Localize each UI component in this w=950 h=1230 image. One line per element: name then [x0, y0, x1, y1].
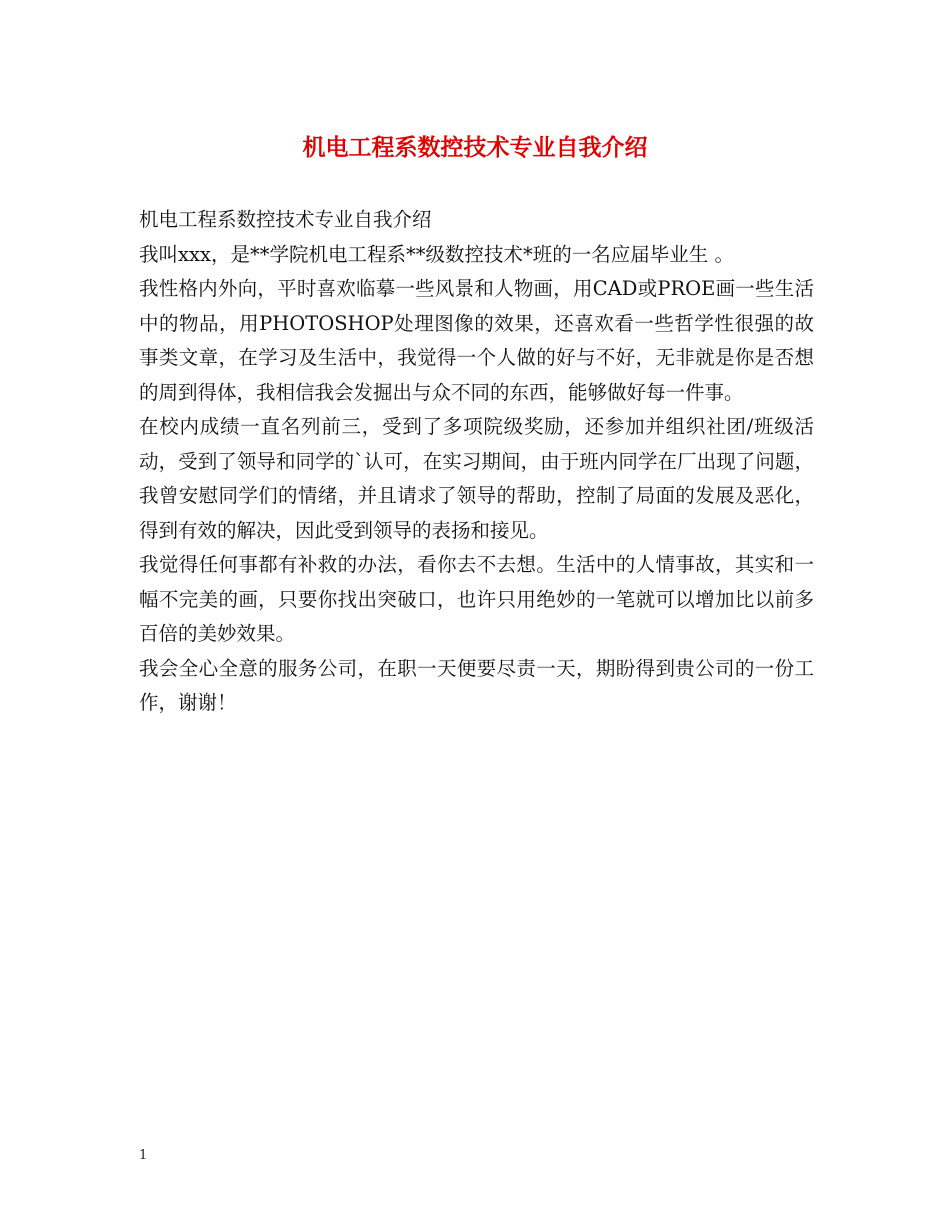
body-paragraph-personality: 我性格内外向，平时喜欢临摹一些风景和人物画，用CAD或PROE画一些生活中的物品，用PHOTOSHOP处理图像的效果，还喜欢看一些哲学性很强的故事类文章，在学习及生活中，我觉得一个人做的好与不好，无非就是你是否想的周到得体，我相信我会发掘出与众不同的东西，能够做好每一件事。 [139, 277, 814, 404]
body-paragraph-intro: 我叫xxx，是**学院机电工程系**级数控技术*班的一名应届毕业生 。 [139, 242, 734, 266]
body-paragraph-closing: 我会全心全意的服务公司，在职一天便要尽责一天，期盼得到贵公司的一份工作，谢谢！ [139, 656, 814, 714]
document-title: 机电工程系数控技术专业自我介绍 [302, 135, 648, 161]
body-paragraph-achievements: 在校内成绩一直名列前三，受到了多项院级奖励，还参加并组织社团/班级活动，受到了领导和同学的`认可，在实习期间，由于班内同学在厂出现了问题，我曾安慰同学们的情绪，并且请求了领导的帮助，控制了局面的发展及恶化，得到有效的解决，因此受到领导的表扬和接见。 [139, 415, 814, 542]
page-number: 1 [139, 1148, 148, 1163]
body-paragraph-heading: 机电工程系数控技术专业自我介绍 [139, 208, 432, 231]
document-body [139, 203, 814, 721]
body-paragraph-attitude: 我觉得任何事都有补救的办法，看你去不去想。生活中的人情事故，其实和一幅不完美的画，只要你找出突破口，也许只用绝妙的一笔就可以增加比以前多百倍的美妙效果。 [139, 553, 814, 645]
